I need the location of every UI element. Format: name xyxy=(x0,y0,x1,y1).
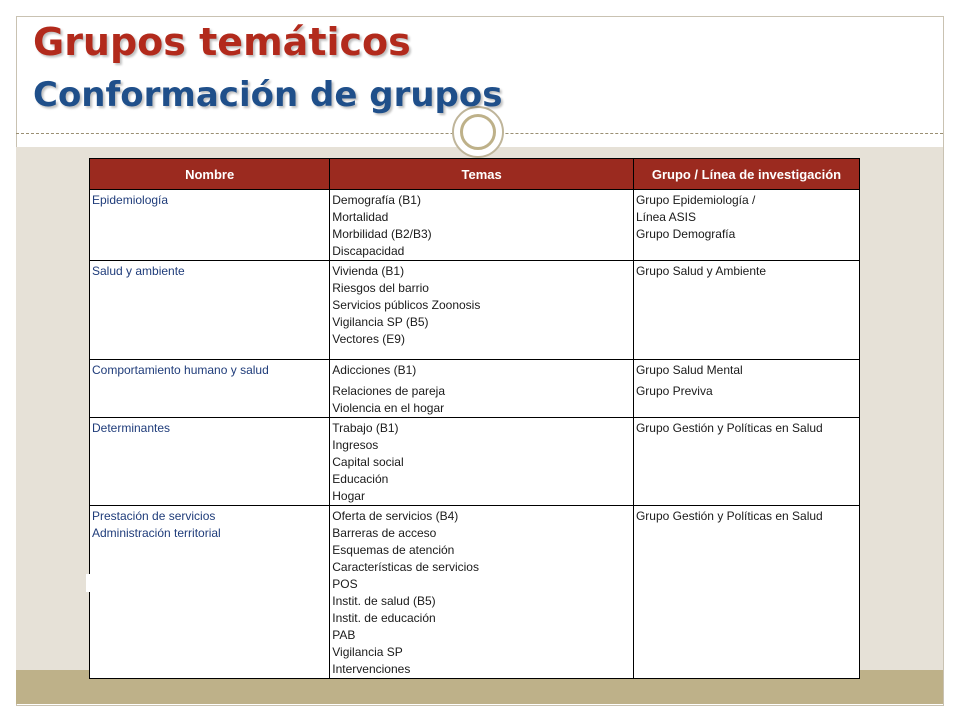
nombre-cell xyxy=(90,261,330,360)
slide-subtitle: Conformación de grupos xyxy=(33,75,503,115)
temas-cell xyxy=(330,190,634,261)
table-row xyxy=(90,506,860,679)
header-grupo: Grupo / Línea de investigación xyxy=(633,159,859,190)
temas-cell xyxy=(330,360,634,418)
nombre-cell xyxy=(90,418,330,506)
table-edge-gap xyxy=(86,574,90,592)
tema-item: Discapacidad xyxy=(332,244,405,258)
tema-item: Intervenciones xyxy=(332,662,411,676)
tema-item: Violencia en el hogar xyxy=(332,401,445,415)
table-row xyxy=(90,418,860,506)
tema-item: Ingresos xyxy=(332,438,379,452)
table-row xyxy=(90,261,860,360)
nombre-text: Determinantes xyxy=(92,421,171,435)
tema-item: Barreras de acceso xyxy=(332,526,437,540)
grupo-item: Línea ASIS xyxy=(635,210,696,224)
grupo-item: Grupo Salud Mental xyxy=(635,363,743,377)
nombre-cell xyxy=(90,506,330,679)
grupo-item: Grupo Previva xyxy=(635,384,713,398)
temas-cell xyxy=(330,506,634,679)
tema-item: Riesgos del barrio xyxy=(332,281,429,295)
tema-item: Características de servicios xyxy=(332,560,479,574)
table-row xyxy=(90,190,860,261)
groups-table xyxy=(89,158,860,679)
grupo-cell xyxy=(633,506,859,679)
grupo-item: Grupo Epidemiología / xyxy=(635,193,756,207)
nombre-text: Prestación de servicios xyxy=(92,509,216,523)
header-temas: Temas xyxy=(330,159,634,190)
slide-title: Grupos temáticos xyxy=(33,20,411,64)
temas-cell xyxy=(330,418,634,506)
tema-item: Morbilidad (B2/B3) xyxy=(332,227,432,241)
tema-item: Demografía (B1) xyxy=(332,193,421,207)
tema-item: Educación xyxy=(332,472,389,486)
nombre-cell xyxy=(90,190,330,261)
tema-item: Vivienda (B1) xyxy=(332,264,405,278)
tema-item: Esquemas de atención xyxy=(332,543,455,557)
grupo-cell xyxy=(633,261,859,360)
grupo-cell xyxy=(633,190,859,261)
nombre-cell xyxy=(90,360,330,418)
grupo-item: Grupo Gestión y Políticas en Salud xyxy=(635,421,823,435)
nombre-text: Administración territorial xyxy=(92,526,221,540)
nombre-text: Salud y ambiente xyxy=(92,264,185,278)
grupo-item: Grupo Gestión y Políticas en Salud xyxy=(635,509,823,523)
tema-item: Instit. de salud (B5) xyxy=(332,594,436,608)
grupo-item: Grupo Demografía xyxy=(635,227,736,241)
tema-item: POS xyxy=(332,577,358,591)
temas-cell xyxy=(330,261,634,360)
tema-item: Vectores (E9) xyxy=(332,332,405,346)
table-header-row xyxy=(90,159,860,190)
grupo-cell xyxy=(633,418,859,506)
table-row xyxy=(90,360,860,418)
tema-item: Oferta de servicios (B4) xyxy=(332,509,459,523)
tema-item: Capital social xyxy=(332,455,404,469)
tema-item: Instit. de educación xyxy=(332,611,436,625)
nombre-text: Epidemiología xyxy=(92,193,169,207)
tema-item: Hogar xyxy=(332,489,365,503)
tema-item: Vigilancia SP (B5) xyxy=(332,315,429,329)
tema-item: Adicciones (B1) xyxy=(332,363,417,377)
nombre-text: Comportamiento humano y salud xyxy=(92,363,269,377)
tema-item: Vigilancia SP xyxy=(332,645,403,659)
tema-item: PAB xyxy=(332,628,356,642)
grupo-cell xyxy=(633,360,859,418)
circle-ornament-inner xyxy=(460,114,496,150)
tema-item: Relaciones de pareja xyxy=(332,384,446,398)
grupo-item: Grupo Salud y Ambiente xyxy=(635,264,767,278)
tema-item: Mortalidad xyxy=(332,210,389,224)
tema-item: Servicios públicos Zoonosis xyxy=(332,298,481,312)
header-nombre: Nombre xyxy=(90,159,330,190)
tema-item: Trabajo (B1) xyxy=(332,421,399,435)
